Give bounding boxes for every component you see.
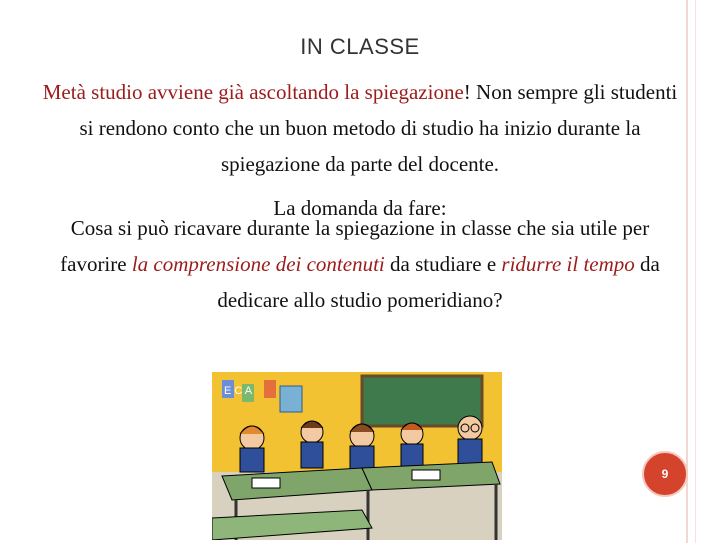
- slide-title: IN CLASSE: [300, 34, 420, 59]
- classroom-illustration: [212, 350, 502, 540]
- question-paragraph: [40, 210, 680, 318]
- decorative-frame-line-inner: [695, 0, 720, 543]
- question-text-3: da dedicare allo studio pomeridiano?: [217, 252, 660, 312]
- intro-rest: ! Non sempre gli studenti si rendono conto che un buon metodo di studio ha inizio durante la spiegazione da parte del docente.: [79, 80, 678, 176]
- question-emphasis-1: la comprensione dei contenuti: [131, 252, 385, 276]
- question-text-1: Cosa si può ricavare durante la spiegazione in classe che sia utile per favorire: [60, 216, 650, 276]
- question-heading: La domanda da fare:: [273, 196, 447, 220]
- page-number-badge: 9: [642, 451, 688, 497]
- question-text-2: da studiare e: [384, 252, 502, 276]
- intro-paragraph: [40, 74, 680, 182]
- question-emphasis-2: ridurre il tempo: [501, 252, 635, 276]
- intro-highlight: Metà studio avviene già ascoltando la spiegazione: [42, 80, 464, 104]
- wall-letters: E C A: [224, 385, 253, 397]
